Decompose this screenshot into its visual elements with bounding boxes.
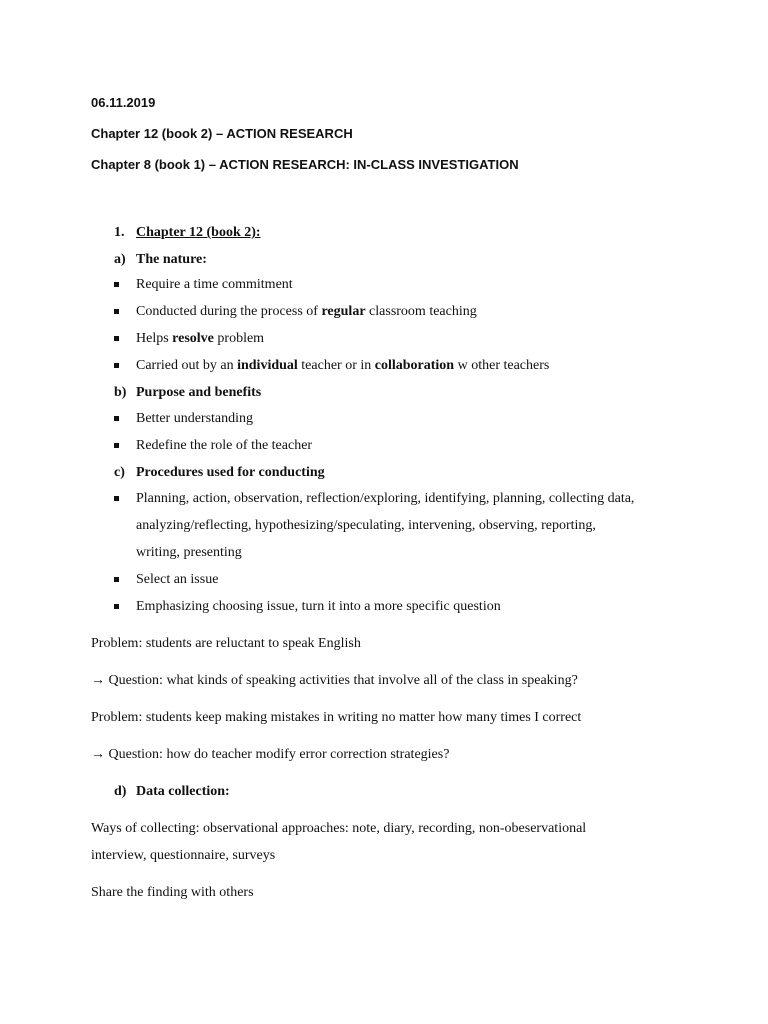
paragraph-text: interview, questionnaire, surveys <box>91 848 276 863</box>
question-statement: → Question: how do teacher modify error correction strategies? <box>91 747 450 762</box>
date-heading: 06.11.2019 <box>91 95 156 110</box>
list-item-text: Carried out by an individual teacher or in collaboration w other teachers <box>136 358 550 373</box>
problem-statement: Problem: students keep making mistakes in writing no matter how many times I correct <box>91 710 582 725</box>
bullet-icon <box>114 363 119 368</box>
list-item-text: Better understanding <box>136 411 254 426</box>
subsection-label: a) <box>114 252 126 267</box>
bullet-icon <box>114 577 119 582</box>
chapter-heading-book2: Chapter 12 (book 2) – ACTION RESEARCH <box>91 126 353 141</box>
list-item-text: Conducted during the process of regular classroom teaching <box>136 304 477 319</box>
list-item-text: writing, presenting <box>136 545 242 560</box>
subsection-c-heading <box>114 464 325 482</box>
list-item-text: analyzing/reflecting, hypothesizing/speculating, intervening, observing, reporting, <box>136 518 596 533</box>
paragraph-text: Share the finding with others <box>91 885 254 900</box>
list-item-text: Emphasizing choosing issue, turn it into a more specific question <box>136 599 501 614</box>
list-item-text: Require a time commitment <box>136 277 293 292</box>
bullet-icon <box>114 416 119 421</box>
question-statement: → Question: what kinds of speaking activities that involve all of the class in speaking? <box>91 673 578 688</box>
subsection-label: c) <box>114 465 125 480</box>
list-item-text: Select an issue <box>136 572 219 587</box>
section-title: Chapter 12 (book 2): <box>136 225 261 240</box>
bullet-icon <box>114 443 119 448</box>
subsection-title: Purpose and benefits <box>136 385 262 400</box>
subsection-title: The nature: <box>136 252 207 267</box>
subsection-a-heading <box>114 251 207 269</box>
arrow-right-icon: → <box>91 673 105 688</box>
subsection-d-heading <box>114 783 230 801</box>
bullet-icon <box>114 604 119 609</box>
bullet-icon <box>114 496 119 501</box>
list-item-text: Planning, action, observation, reflection/exploring, identifying, planning, collecting data, <box>136 491 635 506</box>
paragraph-text: Ways of collecting: observational approaches: note, diary, recording, non-obeservational <box>91 821 587 836</box>
section-number: 1. <box>114 225 125 240</box>
bullet-icon <box>114 336 119 341</box>
chapter-heading-book1: Chapter 8 (book 1) – ACTION RESEARCH: IN-CLASS INVESTIGATION <box>91 157 519 172</box>
list-item-text: Redefine the role of the teacher <box>136 438 313 453</box>
subsection-label: b) <box>114 385 127 400</box>
subsection-label: d) <box>114 784 127 799</box>
arrow-right-icon: → <box>91 747 105 762</box>
subsection-title: Data collection: <box>136 784 230 799</box>
subsection-b-heading <box>114 384 261 402</box>
subsection-title: Procedures used for conducting <box>136 465 325 480</box>
problem-statement: Problem: students are reluctant to speak English <box>91 636 361 651</box>
bullet-icon <box>114 309 119 314</box>
list-item-text: Helps resolve problem <box>136 331 265 346</box>
bullet-icon <box>114 282 119 287</box>
section-1-heading <box>114 224 261 242</box>
